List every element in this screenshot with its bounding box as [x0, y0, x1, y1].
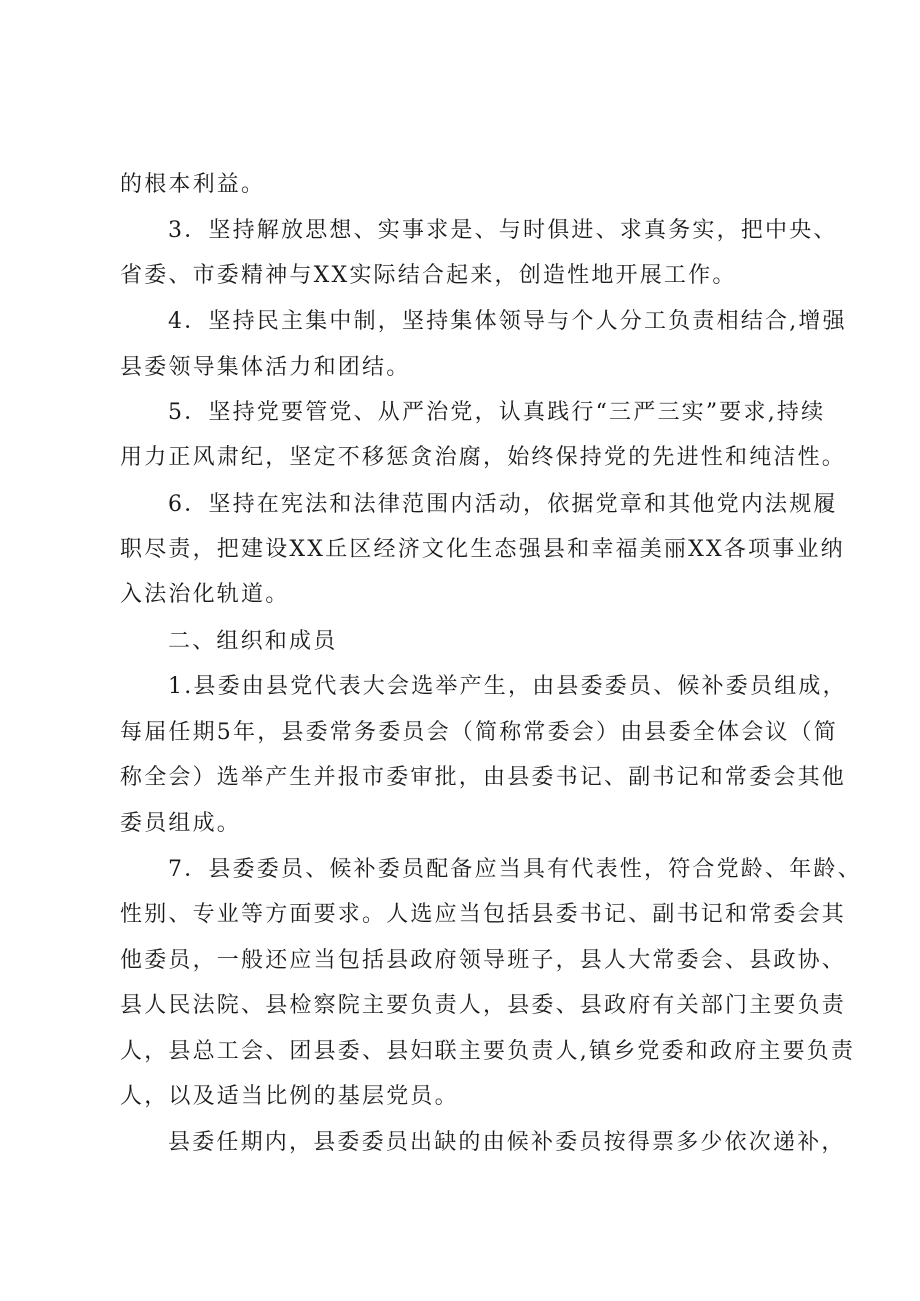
- text-line: 人，县总工会、团县委、县妇联主要负责人,镇乡党委和政府主要负责: [120, 1039, 856, 1064]
- text-line: 职尽责，把建设XX丘区经济文化生态强县和幸福美丽XX各项事业纳: [120, 537, 845, 562]
- text-line: 5．坚持党要管党、从严治党，认真践行“三严三实”要求,持续: [168, 400, 826, 425]
- text-line: 3．坚持解放思想、实事求是、与时俱进、求真务实，把中央、: [168, 218, 838, 243]
- text-line: 1.县委由县党代表大会选举产生，由县委委员、候补委员组成，: [168, 674, 847, 699]
- text-line: 用力正风肃纪，坚定不移惩贪治腐，始终保持党的先进性和纯洁性。: [120, 445, 847, 470]
- text-line: 县人民法院、县检察院主要负责人，县委、县政府有关部门主要负责: [120, 993, 847, 1018]
- text-line: 入法治化轨道。: [120, 582, 290, 607]
- text-line: 他委员，一般还应当包括县政府领导班子，县人大常委会、县政协、: [120, 948, 847, 973]
- text-line: 县委任期内，县委委员出缺的由候补委员按得票多少依次递补，: [168, 1130, 846, 1155]
- text-line: 称全会）选举产生并报市委审批，由县委书记、副书记和常委会其他: [120, 765, 847, 790]
- section-heading: 二、组织和成员: [168, 629, 338, 654]
- text-line: 省委、市委精神与XX实际结合起来，创造性地开展工作。: [120, 263, 737, 288]
- text-line: 每届任期5年，县委常务委员会（简称常委会）由县委全体会议（简: [120, 720, 838, 745]
- text-line: 性别、专业等方面要求。人选应当包括县委书记、副书记和常委会其: [120, 902, 847, 927]
- text-line: 委员组成。: [120, 811, 242, 836]
- text-line: 7．县委委员、候补委员配备应当具有代表性，符合党龄、年龄、: [168, 857, 862, 882]
- text-line: 人，以及适当比例的基层党员。: [120, 1084, 459, 1109]
- text-line: 县委领导集体活力和团结。: [120, 355, 411, 380]
- text-line: 的根本利益。: [120, 172, 266, 197]
- text-line: 6．坚持在宪法和法律范围内活动，依据党章和其他党内法规履: [168, 492, 838, 517]
- text-line: 4．坚持民主集中制，坚持集体领导与个人分工负责相结合,增强: [168, 309, 847, 334]
